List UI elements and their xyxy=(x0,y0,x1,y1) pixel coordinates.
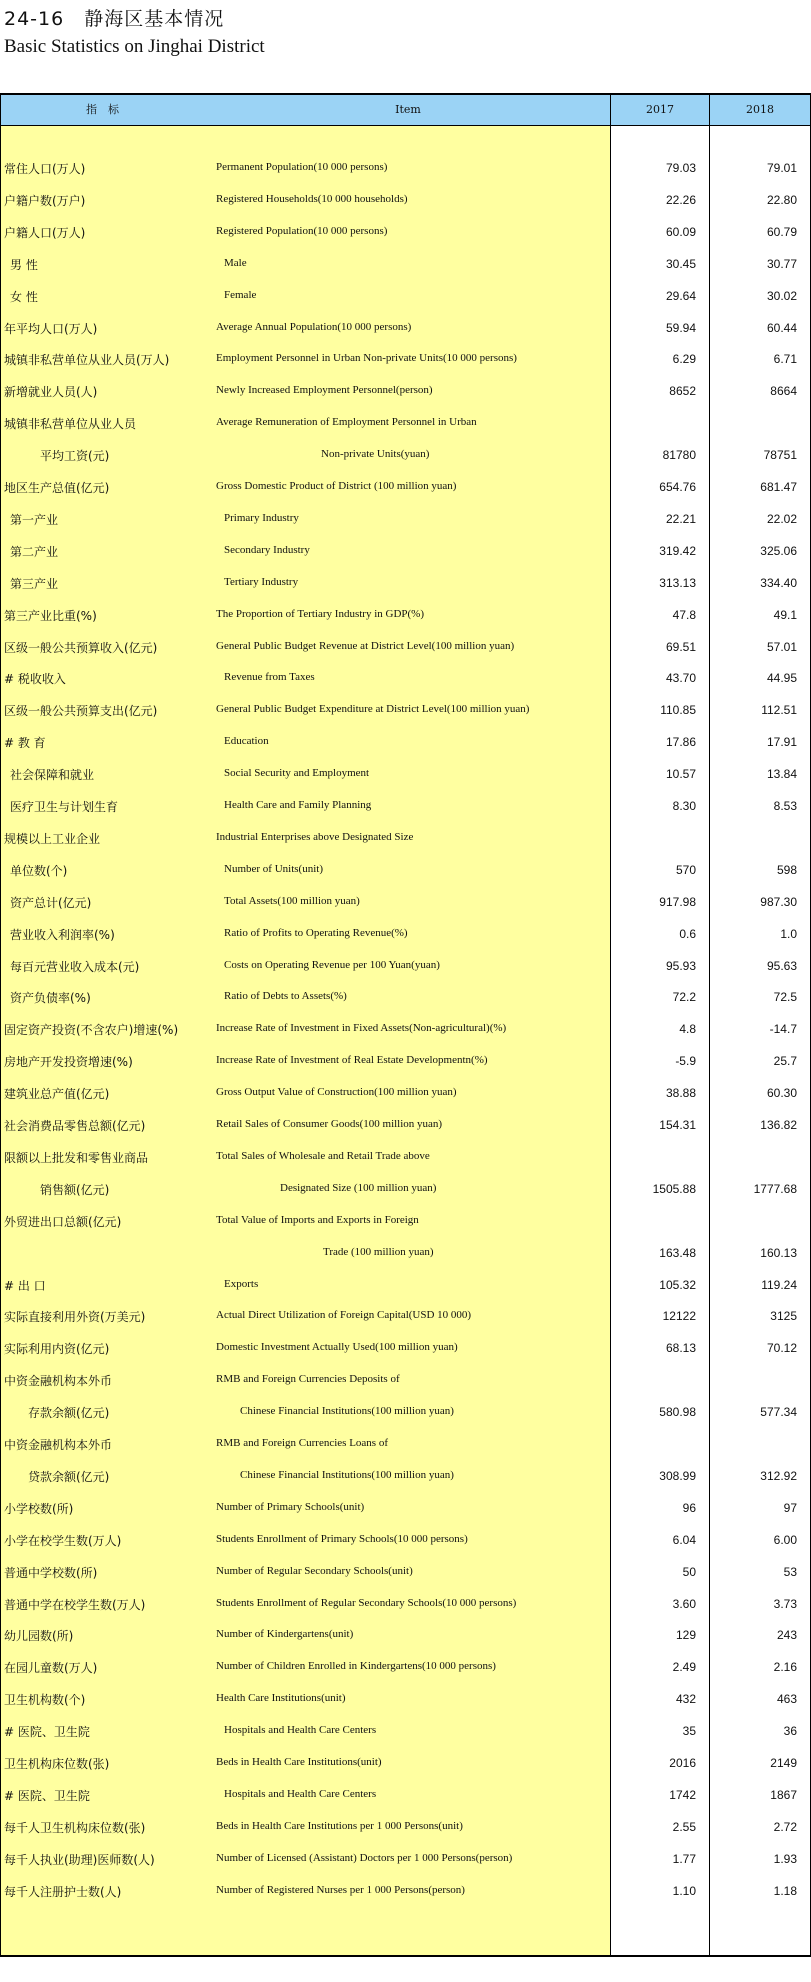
value-2018: 25.7 xyxy=(773,1054,797,1069)
row-indicator-zh: 幼儿园数(所) xyxy=(4,1629,74,1644)
row-item-en: Chinese Financial Institutions(100 million yuan) xyxy=(240,1405,454,1418)
row-indicator-zh: 第一产业 xyxy=(10,512,59,527)
row-item-en: RMB and Foreign Currencies Deposits of xyxy=(216,1373,400,1386)
table-row xyxy=(0,1493,811,1525)
value-2017: 12122 xyxy=(662,1309,696,1324)
row-item-en: Secondary Industry xyxy=(224,543,310,556)
value-2017: 1.10 xyxy=(672,1883,696,1898)
row-indicator-zh: # 税收收入 xyxy=(4,672,66,687)
row-indicator-zh: 规模以上工业企业 xyxy=(4,831,101,846)
row-item-en: Designated Size (100 million yuan) xyxy=(280,1181,437,1194)
row-indicator-zh: 资产负债率(%) xyxy=(10,991,91,1006)
table-row xyxy=(0,1206,811,1238)
value-2018: 119.24 xyxy=(761,1277,797,1292)
table-row xyxy=(0,1748,811,1780)
row-item-en: Ratio of Profits to Operating Revenue(%) xyxy=(224,926,408,939)
table-row xyxy=(0,600,811,632)
value-2018: 1.18 xyxy=(773,1883,797,1898)
row-item-en: Permanent Population(10 000 persons) xyxy=(216,161,388,173)
value-2018: 30.77 xyxy=(766,256,797,271)
value-2017: 35 xyxy=(682,1724,696,1739)
row-indicator-zh: 普通中学在校学生数(万人) xyxy=(4,1597,146,1612)
row-item-en: Exports xyxy=(224,1277,259,1290)
table-row xyxy=(0,504,811,536)
value-2018: 30.02 xyxy=(766,288,797,303)
row-indicator-zh: 区级一般公共预算收入(亿元) xyxy=(4,640,158,655)
row-item-en: Trade (100 million yuan) xyxy=(323,1245,434,1258)
value-2017: 105.32 xyxy=(659,1277,696,1292)
value-2017: 8652 xyxy=(669,384,696,399)
value-2018: 3.73 xyxy=(773,1596,797,1611)
row-item-en: Costs on Operating Revenue per 100 Yuan(yuan) xyxy=(224,958,440,971)
table-row xyxy=(0,1078,811,1110)
value-2017: 50 xyxy=(682,1564,696,1579)
value-2018: 8.53 xyxy=(773,799,797,813)
row-indicator-zh: 社会保障和就业 xyxy=(10,768,95,783)
value-2017: 570 xyxy=(675,862,696,877)
row-item-en: Registered Population(10 000 persons) xyxy=(216,224,388,237)
value-2018: 70.12 xyxy=(766,1341,797,1356)
value-2017: 17.86 xyxy=(665,735,696,750)
table-row xyxy=(0,982,811,1014)
row-item-en: Social Security and Employment xyxy=(224,767,370,780)
table-row xyxy=(0,1780,811,1812)
table-row xyxy=(0,887,811,919)
row-indicator-zh: # 医院、卫生院 xyxy=(4,1788,90,1803)
table-row xyxy=(0,472,811,504)
header-year-2018: 2018 xyxy=(746,103,774,116)
row-item-en: Students Enrollment of Regular Secondary Schools(10 000 persons) xyxy=(216,1596,517,1609)
value-2017: 6.04 xyxy=(672,1532,696,1547)
value-2017: 95.93 xyxy=(665,958,696,973)
table-row xyxy=(0,1046,811,1078)
row-indicator-zh: 户籍人口(万人) xyxy=(4,225,86,240)
row-item-en: Gross Domestic Product of District (100 million yuan) xyxy=(216,480,457,492)
row-item-en: Number of Primary Schools(unit) xyxy=(216,1500,365,1513)
row-item-en: Newly Increased Employment Personnel(person) xyxy=(216,384,433,397)
value-2017: 313.13 xyxy=(659,575,696,590)
row-item-en: Increase Rate of Investment of Real Estate Developmentn(%) xyxy=(216,1054,488,1067)
value-2018: 681.47 xyxy=(760,480,797,494)
row-item-en: Chinese Financial Institutions(100 million yuan) xyxy=(240,1468,454,1481)
value-2017: 29.64 xyxy=(665,288,696,303)
table-row xyxy=(0,759,811,791)
value-2018: 463 xyxy=(776,1692,797,1707)
table-row xyxy=(0,1652,811,1684)
value-2017: 59.94 xyxy=(665,320,696,335)
table-bottom-rule xyxy=(0,1955,811,1957)
row-item-en: Beds in Health Care Institutions(unit) xyxy=(216,1756,382,1768)
value-2017: 68.13 xyxy=(665,1341,696,1356)
value-2018: 44.95 xyxy=(766,671,797,686)
value-2018: 22.02 xyxy=(766,511,797,526)
row-item-en: Total Value of Imports and Exports in Foreign xyxy=(216,1213,419,1226)
table-row xyxy=(0,823,811,855)
row-indicator-zh: 第三产业比重(%) xyxy=(4,608,97,623)
table-row xyxy=(0,1844,811,1876)
table-top-rule xyxy=(0,93,811,95)
table-row xyxy=(0,951,811,983)
table-row xyxy=(0,855,811,887)
table-row xyxy=(0,1589,811,1621)
table-row xyxy=(0,281,811,313)
table-row xyxy=(0,1397,811,1429)
table-row xyxy=(0,1174,811,1206)
table-row xyxy=(0,632,811,664)
value-2018: 160.13 xyxy=(760,1245,797,1260)
value-2017: 163.48 xyxy=(659,1245,696,1260)
value-2017: 2.49 xyxy=(672,1660,696,1675)
row-item-en: Male xyxy=(224,256,247,269)
row-item-en: Number of Registered Nurses per 1 000 Persons(person) xyxy=(216,1883,465,1896)
value-2018: 312.92 xyxy=(760,1468,797,1483)
row-item-en: Number of Units(unit) xyxy=(224,862,323,875)
value-2017: -5.9 xyxy=(675,1054,696,1069)
value-2018: 36 xyxy=(783,1724,797,1739)
row-indicator-zh: 男 性 xyxy=(10,257,38,272)
row-indicator-zh: 社会消费品零售总额(亿元) xyxy=(4,1119,146,1133)
header-indicator: 指 标 xyxy=(86,103,119,116)
row-indicator-zh: 单位数(个) xyxy=(10,863,68,878)
header-year-2017: 2017 xyxy=(646,103,674,116)
value-2018: 6.71 xyxy=(773,352,797,367)
table-row xyxy=(0,568,811,600)
row-item-en: General Public Budget Expenditure at District Level(100 million yuan) xyxy=(216,703,530,716)
row-indicator-zh: 存款余额(亿元) xyxy=(28,1406,110,1421)
value-2017: 154.31 xyxy=(659,1118,696,1132)
row-item-en: Beds in Health Care Institutions per 1 000 Persons(unit) xyxy=(216,1819,463,1832)
row-indicator-zh: 常住人口(万人) xyxy=(4,162,86,176)
row-item-en: Number of Children Enrolled in Kindergartens(10 000 persons) xyxy=(216,1660,496,1673)
value-2017: 38.88 xyxy=(665,1086,696,1101)
value-2018: 112.51 xyxy=(761,703,797,718)
row-indicator-zh: 中资金融机构本外币 xyxy=(4,1438,113,1452)
value-2017: 4.8 xyxy=(679,1022,696,1037)
row-indicator-zh: 地区生产总值(亿元) xyxy=(4,481,110,495)
row-indicator-zh: 年平均人口(万人) xyxy=(4,321,98,336)
table-row xyxy=(0,185,811,217)
row-item-en: Registered Households(10 000 households) xyxy=(216,192,408,205)
row-item-en: Revenue from Taxes xyxy=(224,671,315,684)
row-indicator-zh: 户籍户数(万户) xyxy=(4,193,86,208)
table-row xyxy=(0,1238,811,1270)
table-row xyxy=(0,1620,811,1652)
value-2017: 22.21 xyxy=(665,511,696,526)
value-2017: 0.6 xyxy=(679,926,696,941)
row-indicator-zh: 每千人注册护士数(人) xyxy=(4,1884,122,1899)
value-2018: 17.91 xyxy=(766,735,797,750)
value-2018: 2.16 xyxy=(773,1660,797,1675)
row-item-en: Hospitals and Health Care Centers xyxy=(224,1787,377,1800)
row-indicator-zh: 房地产开发投资增速(%) xyxy=(4,1055,133,1070)
table-row xyxy=(0,1684,811,1716)
value-2017: 10.57 xyxy=(665,767,696,782)
page-title-chinese: 24-16 静海区基本情况 xyxy=(4,8,225,30)
value-2017: 79.03 xyxy=(665,161,696,175)
table-row xyxy=(0,344,811,376)
value-2017: 2016 xyxy=(669,1756,696,1770)
row-indicator-zh: 第二产业 xyxy=(10,544,59,559)
table-header xyxy=(0,95,811,125)
row-indicator-zh: 资产总计(亿元) xyxy=(10,895,92,910)
row-indicator-zh: 卫生机构数(个) xyxy=(4,1693,86,1708)
row-indicator-zh: 卫生机构床位数(张) xyxy=(4,1757,110,1771)
value-2018: 13.84 xyxy=(766,767,797,782)
table-row xyxy=(0,440,811,472)
row-indicator-zh: 固定资产投资(不含农户)增速(%) xyxy=(4,1023,179,1038)
value-2018: 1.0 xyxy=(780,926,797,941)
value-2017: 60.09 xyxy=(665,224,696,239)
value-2018: 60.79 xyxy=(766,224,797,239)
row-indicator-zh: 平均工资(元) xyxy=(40,449,110,464)
value-2017: 110.85 xyxy=(660,703,696,718)
row-item-en: Number of Licensed (Assistant) Doctors per 1 000 Persons(person) xyxy=(216,1851,513,1864)
row-indicator-zh: 营业收入利润率(%) xyxy=(10,927,115,942)
value-2018: 325.06 xyxy=(760,543,797,558)
value-2017: 96 xyxy=(682,1500,696,1515)
value-2018: 577.34 xyxy=(760,1405,797,1420)
value-2017: 1.77 xyxy=(672,1851,696,1866)
row-item-en: Average Remuneration of Employment Personnel in Urban xyxy=(216,416,477,429)
value-2017: 3.60 xyxy=(672,1596,696,1611)
row-item-en: Education xyxy=(224,735,269,748)
table-row xyxy=(0,791,811,823)
value-2017: 432 xyxy=(675,1692,696,1707)
value-2017: 30.45 xyxy=(665,256,696,271)
row-indicator-zh: 第三产业 xyxy=(10,576,59,591)
row-item-en: RMB and Foreign Currencies Loans of xyxy=(216,1437,388,1449)
value-2017: 72.2 xyxy=(672,990,696,1005)
row-item-en: Average Annual Population(10 000 persons) xyxy=(216,320,412,333)
value-2018: 2.72 xyxy=(773,1819,797,1834)
table-row xyxy=(0,1461,811,1493)
table-row xyxy=(0,1429,811,1461)
value-2018: 987.30 xyxy=(760,894,797,909)
table-row xyxy=(0,1557,811,1589)
value-2017: 1742 xyxy=(669,1787,696,1802)
row-indicator-zh: 实际利用内资(亿元) xyxy=(4,1342,110,1357)
row-indicator-zh: 建筑业总产值(亿元) xyxy=(4,1087,110,1102)
value-2018: 72.5 xyxy=(773,990,797,1005)
value-2017: 2.55 xyxy=(672,1819,696,1834)
value-2017: 580.98 xyxy=(659,1405,696,1420)
value-2017: 1505.88 xyxy=(652,1181,696,1196)
row-indicator-zh: 新增就业人员(人) xyxy=(4,385,98,400)
value-2018: 79.01 xyxy=(766,161,797,175)
table-row xyxy=(0,1876,811,1908)
table-row xyxy=(0,376,811,408)
row-item-en: General Public Budget Revenue at District Level(100 million yuan) xyxy=(216,639,515,652)
value-2017: 47.8 xyxy=(672,607,696,622)
value-2018: 95.63 xyxy=(766,958,797,973)
table-row xyxy=(0,919,811,951)
row-indicator-zh: 外贸进出口总额(亿元) xyxy=(4,1214,122,1229)
table-row xyxy=(0,1716,811,1748)
row-item-en: Total Sales of Wholesale and Retail Trade above xyxy=(216,1149,430,1162)
value-2017: 81780 xyxy=(662,448,696,463)
row-indicator-zh: 城镇非私营单位从业人员(万人) xyxy=(4,353,170,368)
value-2018: 97 xyxy=(783,1500,797,1515)
row-indicator-zh: 每千人执业(助理)医师数(人) xyxy=(4,1852,155,1867)
value-2018: 334.40 xyxy=(760,575,797,590)
table-row xyxy=(0,1014,811,1046)
row-indicator-zh: 区级一般公共预算支出(亿元) xyxy=(4,704,158,719)
value-2018: 8664 xyxy=(770,384,797,399)
row-indicator-zh: 医疗卫生与计划生育 xyxy=(10,800,119,814)
page-title-english: Basic Statistics on Jinghai District xyxy=(4,36,265,57)
value-2017: 129 xyxy=(675,1628,696,1643)
value-2018: 2149 xyxy=(770,1756,797,1770)
value-2017: 917.98 xyxy=(659,894,696,909)
row-indicator-zh: 贷款余额(亿元) xyxy=(28,1469,110,1484)
table-row xyxy=(0,408,811,440)
row-indicator-zh: 中资金融机构本外币 xyxy=(4,1374,113,1389)
row-item-en: Actual Direct Utilization of Foreign Capital(USD 10 000) xyxy=(216,1309,472,1322)
value-2018: -14.7 xyxy=(769,1022,797,1037)
row-item-en: Domestic Investment Actually Used(100 million yuan) xyxy=(216,1341,458,1354)
row-item-en: Retail Sales of Consumer Goods(100 million yuan) xyxy=(216,1118,443,1130)
row-item-en: Industrial Enterprises above Designated Size xyxy=(216,830,414,843)
row-indicator-zh: # 教 育 xyxy=(4,736,46,751)
row-indicator-zh: 限额以上批发和零售业商品 xyxy=(4,1150,149,1165)
value-2018: 136.82 xyxy=(760,1118,797,1132)
row-indicator-zh: 销售额(亿元) xyxy=(40,1182,110,1197)
row-item-en: Total Assets(100 million yuan) xyxy=(224,894,360,907)
row-item-en: Primary Industry xyxy=(224,511,299,524)
row-item-en: Female xyxy=(224,288,257,301)
value-2018: 22.80 xyxy=(766,192,797,207)
table-row xyxy=(0,1333,811,1365)
row-item-en: Health Care Institutions(unit) xyxy=(216,1692,346,1705)
row-indicator-zh: 女 性 xyxy=(10,289,38,304)
table-row xyxy=(0,1525,811,1557)
value-2018: 598 xyxy=(776,862,797,877)
table-row xyxy=(0,695,811,727)
table-row xyxy=(0,536,811,568)
table-row xyxy=(0,217,811,249)
statistics-table xyxy=(0,95,811,1957)
row-indicator-zh: 普通中学校数(所) xyxy=(4,1565,98,1580)
table-row xyxy=(0,1110,811,1142)
header-rule xyxy=(0,125,811,126)
table-row xyxy=(0,153,811,185)
value-2018: 1777.68 xyxy=(753,1181,797,1196)
table-row xyxy=(0,1301,811,1333)
value-2018: 1.93 xyxy=(773,1851,797,1866)
row-item-en: The Proportion of Tertiary Industry in GDP(%) xyxy=(216,607,424,620)
row-item-en: Tertiary Industry xyxy=(224,575,299,588)
header-item: Item xyxy=(395,103,421,116)
value-2018: 57.01 xyxy=(766,639,797,654)
value-2018: 53 xyxy=(783,1564,797,1579)
row-item-en: Employment Personnel in Urban Non-private Units(10 000 persons) xyxy=(216,352,517,365)
row-indicator-zh: 每千人卫生机构床位数(张) xyxy=(4,1820,146,1835)
table-row xyxy=(0,313,811,345)
row-item-en: Students Enrollment of Primary Schools(10 000 persons) xyxy=(216,1532,468,1545)
row-item-en: Increase Rate of Investment in Fixed Assets(Non-agricultural)(%) xyxy=(216,1022,507,1035)
value-2017: 43.70 xyxy=(665,671,696,686)
row-indicator-zh: 每百元营业收入成本(元) xyxy=(10,959,140,974)
value-2017: 22.26 xyxy=(665,192,696,207)
table-row xyxy=(0,1812,811,1844)
row-item-en: Ratio of Debts to Assets(%) xyxy=(224,990,347,1003)
value-2018: 60.44 xyxy=(766,320,797,335)
row-item-en: Health Care and Family Planning xyxy=(224,799,372,811)
value-2018: 49.1 xyxy=(773,607,797,622)
table-row xyxy=(0,249,811,281)
row-item-en: Number of Regular Secondary Schools(unit) xyxy=(216,1564,413,1577)
table-row xyxy=(0,663,811,695)
row-item-en: Number of Kindergartens(unit) xyxy=(216,1628,354,1641)
value-2018: 6.00 xyxy=(773,1532,797,1547)
row-item-en: Hospitals and Health Care Centers xyxy=(224,1724,377,1737)
row-indicator-zh: # 出 口 xyxy=(4,1278,46,1293)
value-2018: 60.30 xyxy=(766,1086,797,1101)
row-indicator-zh: 在园儿童数(万人) xyxy=(4,1661,98,1676)
row-item-en: Non-private Units(yuan) xyxy=(321,448,430,461)
value-2017: 6.29 xyxy=(672,352,696,367)
row-indicator-zh: 城镇非私营单位从业人员 xyxy=(4,417,137,432)
value-2017: 69.51 xyxy=(665,639,696,654)
row-indicator-zh: 小学校数(所) xyxy=(4,1501,74,1516)
table-row xyxy=(0,1365,811,1397)
value-2018: 243 xyxy=(776,1628,797,1643)
value-2017: 319.42 xyxy=(659,543,696,558)
row-indicator-zh: 实际直接利用外资(万美元) xyxy=(4,1310,146,1325)
row-indicator-zh: # 医院、卫生院 xyxy=(4,1725,90,1740)
value-2017: 308.99 xyxy=(659,1468,696,1483)
row-indicator-zh: 小学在校学生数(万人) xyxy=(4,1533,122,1548)
table-row xyxy=(0,1270,811,1302)
value-2018: 78751 xyxy=(763,448,797,463)
value-2018: 3125 xyxy=(770,1309,797,1324)
table-row xyxy=(0,1142,811,1174)
value-2018: 1867 xyxy=(770,1787,797,1802)
value-2017: 8.30 xyxy=(672,799,696,813)
table-row xyxy=(0,727,811,759)
row-item-en: Gross Output Value of Construction(100 million yuan) xyxy=(216,1086,457,1099)
value-2017: 654.76 xyxy=(659,480,696,494)
